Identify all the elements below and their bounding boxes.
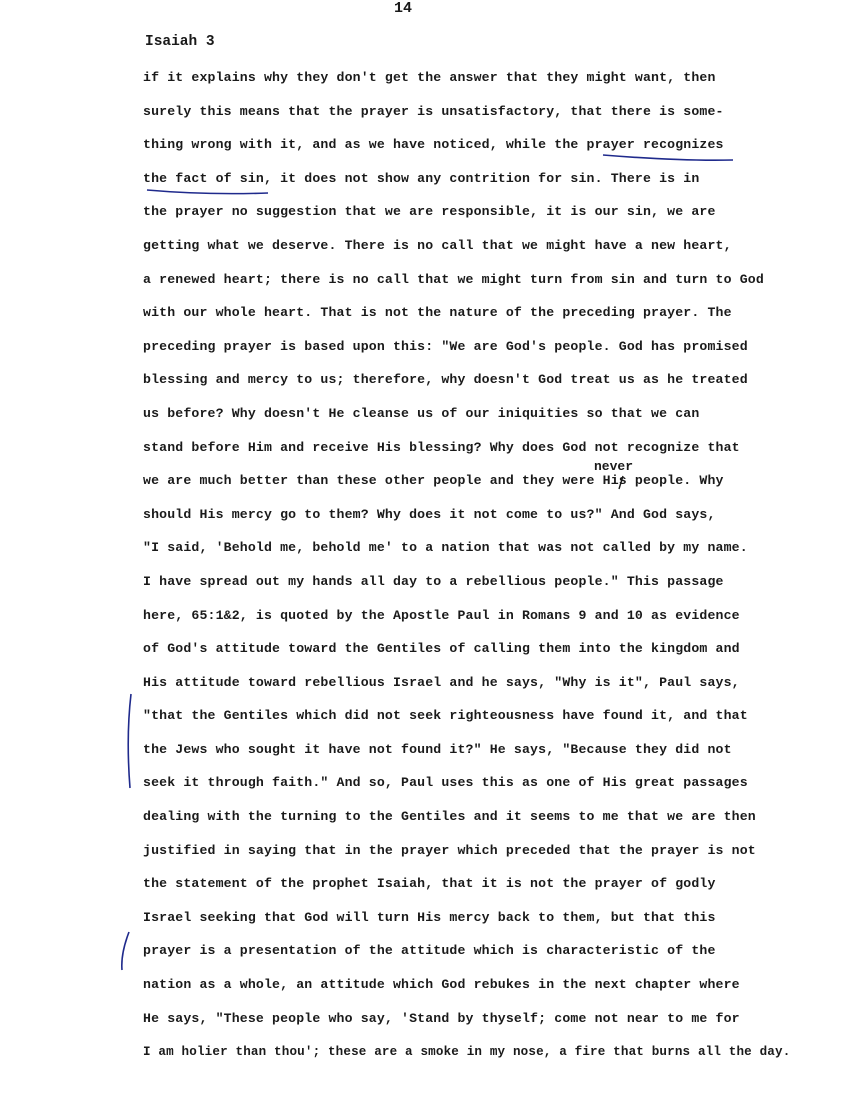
text-line: blessing and mercy to us; therefore, why doesn't God treat us as he treated [143, 372, 748, 388]
text-line: "that the Gentiles which did not seek righteousness have found it, and that [143, 708, 748, 724]
text-line: nation as a whole, an attitude which God rebukes in the next chapter where [143, 977, 740, 993]
text-line: a renewed heart; there is no call that we might turn from sin and turn to God [143, 271, 764, 287]
text-line: of God's attitude toward the Gentiles of calling them into the kingdom and [143, 641, 740, 657]
text-line: preceding prayer is based upon this: "We are God's people. God has promised [143, 338, 748, 354]
text-line: we are much better than these other people and they were His people. Why [143, 473, 724, 489]
typed-insertion: never [594, 459, 634, 474]
text-line: Israel seeking that God will turn His mercy back to them, but that this [143, 909, 716, 925]
margin-bracket-left [128, 694, 131, 788]
text-line: thing wrong with it, and as we have noticed, while the prayer recognizes [143, 137, 724, 153]
body-text [143, 68, 843, 1076]
text-line: seek it through faith." And so, Paul uses this as one of His great passages [143, 775, 748, 791]
text-line: surely this means that the prayer is unsatisfactory, that there is some- [143, 103, 724, 119]
text-line: justified in saying that in the prayer which preceded that the prayer is not [143, 842, 756, 858]
text-line: dealing with the turning to the Gentiles and it seems to me that we are then [143, 809, 756, 825]
text-line: the prayer no suggestion that we are responsible, it is our sin, we are [143, 204, 716, 220]
text-line: the statement of the prophet Isaiah, that it is not the prayer of godly [143, 876, 716, 892]
text-line: the Jews who sought it have not found it?" He says, "Because they did not [143, 741, 732, 757]
text-line: should His mercy go to them? Why does it not come to us?" And God says, [143, 506, 716, 522]
text-line: His attitude toward rebellious Israel and he says, "Why is it", Paul says, [143, 674, 740, 690]
text-line: prayer is a presentation of the attitude which is characteristic of the [143, 943, 716, 959]
text-line: He says, "These people who say, 'Stand by thyself; come not near to me for [143, 1010, 740, 1026]
text-line: stand before Him and receive His blessing? Why does God not recognize that [143, 439, 740, 455]
text-line: "I said, 'Behold me, behold me' to a nation that was not called by my name. [143, 540, 748, 556]
text-line: I have spread out my hands all day to a rebellious people." This passage [143, 573, 724, 589]
text-line: getting what we deserve. There is no call that we might have a new heart, [143, 237, 732, 253]
text-line: with our whole heart. That is not the nature of the preceding prayer. The [143, 305, 732, 321]
text-line: here, 65:1&2, is quoted by the Apostle Paul in Romans 9 and 10 as evidence [143, 607, 740, 623]
text-line: us before? Why doesn't He cleanse us of our iniquities so that we can [143, 405, 700, 421]
page-number: 14 [394, 0, 413, 17]
text-line: if it explains why they don't get the answer that they might want, then [143, 70, 716, 85]
text-line: the fact of sin, it does not show any contrition for sin. There is in [143, 170, 700, 186]
margin-bracket-lower [122, 932, 129, 970]
text-line: I am holier than thou'; these are a smoke in my nose, a fire that burns all the day. [143, 1045, 791, 1060]
section-heading: Isaiah 3 [145, 34, 215, 50]
